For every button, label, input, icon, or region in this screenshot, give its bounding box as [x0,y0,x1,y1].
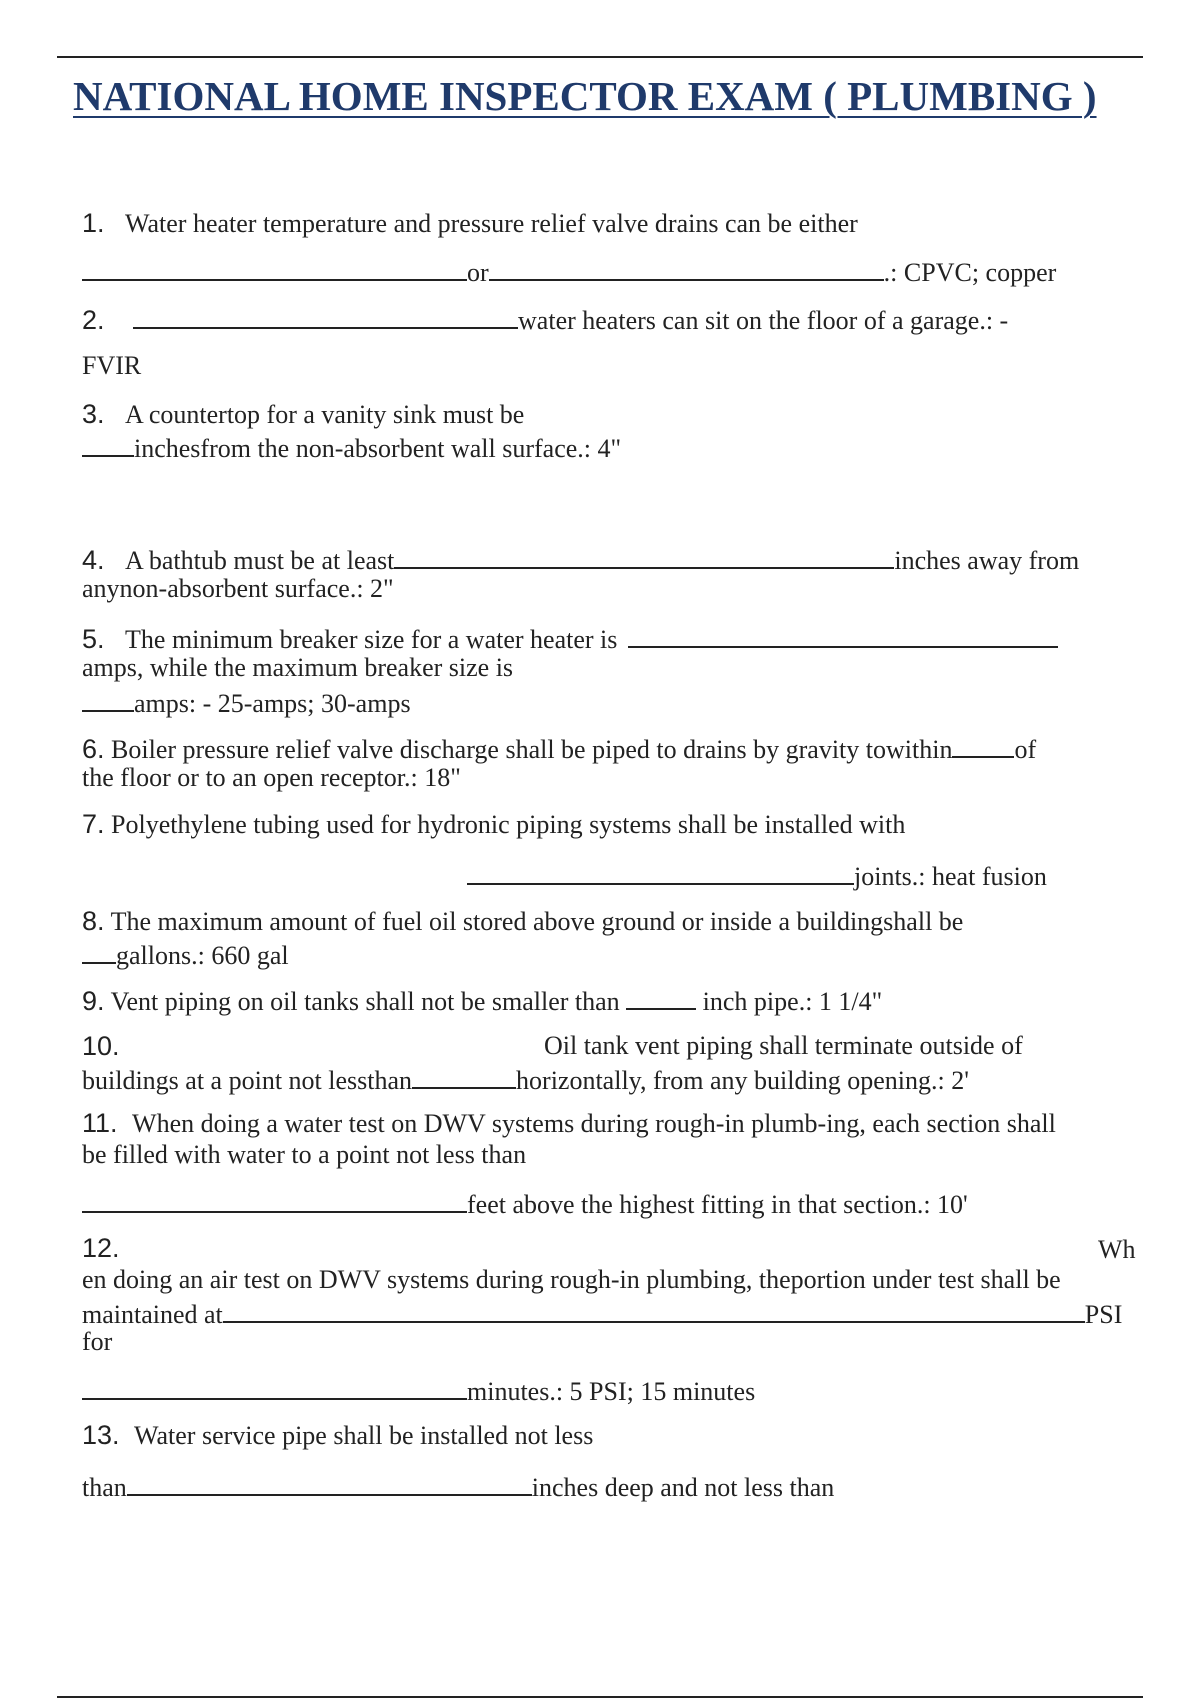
question-text: The maximum amount of fuel oil stored above ground or inside a buildingshall be [110,907,964,936]
question-13-line-2 [82,1468,834,1504]
question-1-line-2 [82,253,1056,289]
question-text: anynon-absorbent surface.: 2" [82,574,394,603]
answer-blank[interactable] [626,982,696,1010]
bottom-rule [57,1696,1143,1698]
question-text: The minimum breaker size for a water heater is [125,625,618,654]
answer-blank[interactable] [82,1185,467,1213]
question-number: 9. [82,986,105,1016]
question-text: Water service pipe shall be installed not less [134,1421,594,1450]
question-text: PSI [1084,1300,1123,1329]
question-text: inchesfrom the non-absorbent wall surface.: 4" [134,434,622,463]
question-text: maintained at [82,1300,223,1329]
question-10-line-2 [82,1061,969,1097]
question-text: Water heater temperature and pressure relief valve drains can be either [125,209,858,238]
question-number: 6. [82,734,105,764]
question-6-line-2 [82,762,461,794]
answer-blank[interactable] [223,1295,1085,1323]
question-text: FVIR [82,351,142,380]
question-text: be filled with water to a point not less than [82,1140,527,1169]
question-text: water heaters can sit on the floor of a garage.: - [518,306,1009,335]
question-text: en doing an air test on DWV systems during rough-in plumbing, theportion under test shall be [82,1265,1061,1294]
answer-blank[interactable] [412,1061,516,1089]
question-10-line-1 [82,1030,120,1063]
question-text: When doing a water test on DWV systems during rough-in plumb-ing, each section shall [132,1109,1056,1138]
answer-blank[interactable] [82,936,116,964]
question-text: minutes.: 5 PSI; 15 minutes [467,1377,756,1406]
answer-blank[interactable] [82,429,134,457]
question-number: 3. [82,399,105,429]
question-12-line-3 [82,1295,1122,1331]
question-number: 11. [82,1108,118,1138]
question-number: 1. [82,208,105,238]
question-text: amps, while the maximum breaker size is [82,653,514,682]
question-4-line-2 [82,573,394,605]
question-text: A bathtub must be at least [125,546,395,575]
question-5-line-1 [82,620,1058,656]
question-text: Oil tank vent piping shall terminate outside of [544,1031,1023,1060]
question-text: feet above the highest fitting in that section.: 10' [467,1190,968,1219]
question-3-line-2 [82,429,621,465]
question-8-line-1 [82,905,963,938]
question-text: joints.: heat fusion [854,862,1047,891]
answer-blank[interactable] [952,730,1014,758]
question-text: inch pipe.: 1 1/4" [702,987,883,1016]
answer-blank[interactable] [394,541,894,569]
question-12-line-2 [82,1264,1061,1296]
question-11-line-1 [82,1107,1056,1140]
question-12-line-1-text [1098,1234,1136,1266]
question-number: 5. [82,624,105,654]
question-text: amps: - 25-amps; 30-amps [134,689,411,718]
question-12-line-5 [82,1372,755,1408]
answer-blank[interactable] [127,1468,532,1496]
question-text: inches away from [894,546,1080,575]
top-rule [57,56,1143,58]
answer-blank[interactable] [467,857,854,885]
question-text: Boiler pressure relief valve discharge shall be piped to drains by gravity towithin [111,735,953,764]
page-title: NATIONAL HOME INSPECTOR EXAM ( PLUMBING ) [73,73,1097,119]
question-text: gallons.: 660 gal [116,941,289,970]
question-number: 12. [82,1233,120,1263]
question-text: the floor or to an open receptor.: 18" [82,763,461,792]
question-6-line-1 [82,730,1036,766]
question-text: inches deep and not less than [531,1473,835,1502]
answer-blank[interactable] [82,684,134,712]
answer-blank[interactable] [82,253,467,281]
question-11-line-3 [82,1185,968,1221]
question-number: 13. [82,1420,120,1450]
question-11-line-2 [82,1139,526,1171]
question-4-line-1 [82,541,1079,577]
question-7-line-2 [467,857,1047,893]
question-text: horizontally, from any building opening.: 2' [516,1066,969,1095]
question-text: buildings at a point not lessthan [82,1066,413,1095]
question-text: or [467,258,489,287]
question-number: 4. [82,545,105,575]
question-2-line-2 [82,350,141,382]
question-5-line-3 [82,684,411,720]
question-text: Vent piping on oil tanks shall not be smaller than [110,987,620,1016]
question-number: 2. [82,305,105,335]
question-text: .: CPVC; copper [883,258,1057,287]
question-1-line-1 [82,207,858,240]
answer-blank[interactable] [133,301,518,329]
question-2-line-1 [82,301,1008,337]
question-7-line-1 [82,808,905,841]
question-number: 8. [82,906,105,936]
answer-blank[interactable] [628,620,1058,648]
question-5-line-2 [82,652,513,684]
question-12-line-1 [82,1232,120,1265]
answer-blank[interactable] [82,1372,467,1400]
question-text: than [82,1473,127,1502]
question-10-line-1-text [544,1030,1023,1062]
question-12-line-4 [82,1326,112,1358]
question-text: Polyethylene tubing used for hydronic piping systems shall be installed with [111,810,906,839]
question-3-line-1 [82,398,524,431]
question-number: 7. [82,809,105,839]
question-9-line-1 [82,982,882,1018]
question-text: for [82,1327,113,1356]
question-8-line-2 [82,936,289,972]
question-text: Wh [1098,1235,1136,1264]
question-number: 10. [82,1031,120,1061]
answer-blank[interactable] [489,253,884,281]
question-text: A countertop for a vanity sink must be [125,400,525,429]
question-text: of [1014,735,1037,764]
question-13-line-1 [82,1419,593,1452]
